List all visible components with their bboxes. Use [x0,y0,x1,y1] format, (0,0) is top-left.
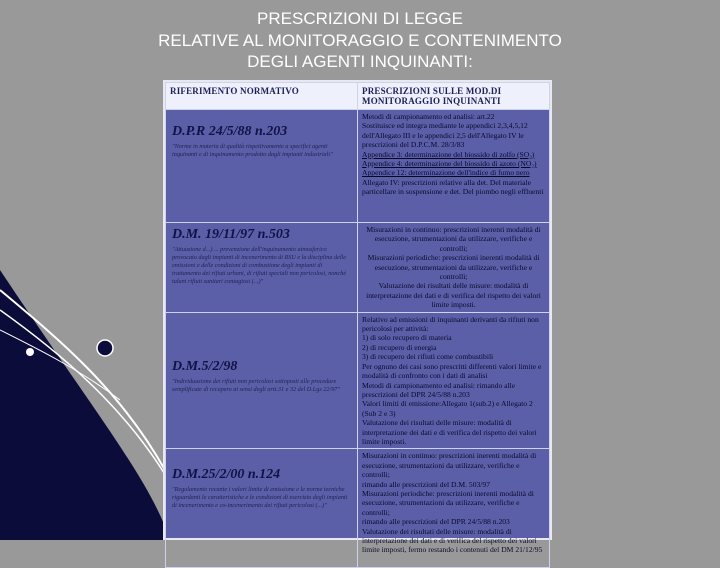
row-line: limite imposti. [431,300,476,310]
table-row [166,449,550,568]
row-line: Misurazioni periodiche: prescrizioni inerenti modalità di [362,488,534,498]
row-line: interpretazione dei dati e di verifica del rispetto dei valori [362,536,537,545]
row-line: dell'Allegato III e le appendici 2,5 dell'Allegato IV le [362,130,524,140]
row-line: Misurazioni in continuo: prescrizioni inerenti modalità di [366,225,541,234]
title-line-3: DEGLI AGENTI INQUINANTI: [247,52,473,71]
row-line: Appendice 12: determinazione dell'indice di fumo nero [362,168,530,178]
row-line: esecuzione, strumentazioni da utilizzare, verifiche e controlli; [362,498,520,517]
row-line: prescrizioni del D.P.C.M. 28/3/83 [362,140,465,150]
row-line: Allegato IV: prescrizioni relative alla det. Del materiale [362,177,531,187]
row-line: particellare in sospensione e det. Del piombo negli effluenti [362,187,544,197]
row-line: Misurazioni in continuo: prescrizioni inerenti modalità di [362,451,537,461]
law-title: D.P.R 24/5/88 n.203 [172,124,288,139]
row-line: modalità di confronto con i dati di analisi [362,371,488,381]
law-description: "Regolamento recante i valori limite di emissione e le norme tecniche riguardanti le caratteristiche e le condizioni di esercizio degli impianti di incenerimento e co-incenerimento dei rifiuti pericolosi (...)" [172,486,348,510]
law-title: D.M.25/2/00 n.124 [172,467,281,483]
row-line: prescrizioni del DPR 24/5/88 n.203 [362,389,470,399]
row-line: rimando alle prescrizioni del DPR 24/5/88 n.203 [362,517,510,527]
law-title: D.M. 19/11/97 n.503 [172,227,290,242]
row-line: pericolosi per attività: [362,324,429,334]
row-line: Relativo ad emissioni di inquinanti derivanti da rifiuti non [362,314,539,324]
row-line: esecuzione, strumentazioni da utilizzare, verifiche e controlli; [362,460,520,480]
row-line: interpretazione dei dati e di verifica del rispetto dei valori [362,427,537,437]
title-line-2: RELATIVE AL MONITORAGGIO E CONTENIMENTO [158,30,562,50]
row-line: Valori limiti di emissione:Allegato 1(sub.2) e Allegato 2 [362,399,533,409]
table-row [166,312,550,449]
row-line: Valutazione dei risultati delle misure: modalità di [362,418,512,428]
law-description: "Individuazione dei rifiuti non pericolosi sottoposti alle procedure semplificate di recupero ai sensi degli artt.31 e 32 del D.Lgs 22/97" [172,377,340,393]
row-line: Metodi di campionamento ed analisi: rimando alle [362,380,516,390]
regulations-table [163,80,552,555]
header-ref: RIFERIMENTO NORMATIVO [166,83,358,110]
row-line: Valutazione dei risultati delle misure: modalità di [378,281,529,291]
row-line: esecuzione, strumentazioni da utilizzare, verifiche e controlli; [374,234,533,253]
row-line: limite imposti, fermo restando i contenuti del DM 21/12/95 [362,545,543,555]
law-description: "Attuazione d...) ... prevenzione dell'inquinamento atmosferico provocato dagli impianti di incenerimento di RSU e la disciplina delle emissioni e delle condizioni di combustione degli impianti di trattamento dei rifiuti urbani, di rifiuti speciali non pericolosi, nonché taluni rifiuti sanitari contagiosi (...)" [172,246,347,285]
row-line: 3) di recupero dei rifiuti come combustibili [362,352,494,362]
law-title: D.M.5/2/98 [172,358,238,374]
table-row [166,223,550,313]
row-line: Appendice 3: determinazione del biossido di zolfo (SO₂) [362,149,535,159]
law-description: "Norme in materia di qualità rispettivamente a specifici agenti inquinanti e di inquinamento prodotto dagli impianti industriali" [172,143,333,158]
row-line: Misurazioni periodiche: prescrizioni inerenti modalità di [367,253,540,263]
row-line: rimando alle prescrizioni del D.M. 503/97 [362,479,491,489]
row-line: interpretazione dei dati e di verifica del rispetto dei valori [366,290,541,300]
row-line: 1) di solo recupero di materia [362,333,452,343]
row-line: limite imposti. [362,436,407,446]
row-line: (Sub 2 e 3) [362,408,396,418]
table-row [166,110,550,223]
title-line-1: PRESCRIZIONI DI LEGGE [257,9,463,28]
row-line: Per ognuno dei casi sono prescritti differenti valori limite e [362,361,542,371]
row-line: Metodi di campionamento ed analisi: art.22 [362,112,495,121]
row-line: Valutazione dei risultati delle misure: modalità di [362,526,512,536]
row-line: 2) di recupero di energia [362,342,437,352]
row-line: Appendice 4: determinazione del biossido di azoto (NO₂) [362,159,537,169]
row-line: Sostituisce ed integra mediante le appendici 2,3,4,5,12 [362,121,528,131]
slide-title [0,8,720,73]
row-line: esecuzione, strumentazioni da utilizzare, verifiche e controlli; [374,262,533,282]
header-mod: PRESCRIZIONI SULLE MOD.DI MONITORAGGIO INQUINANTI [358,83,550,110]
